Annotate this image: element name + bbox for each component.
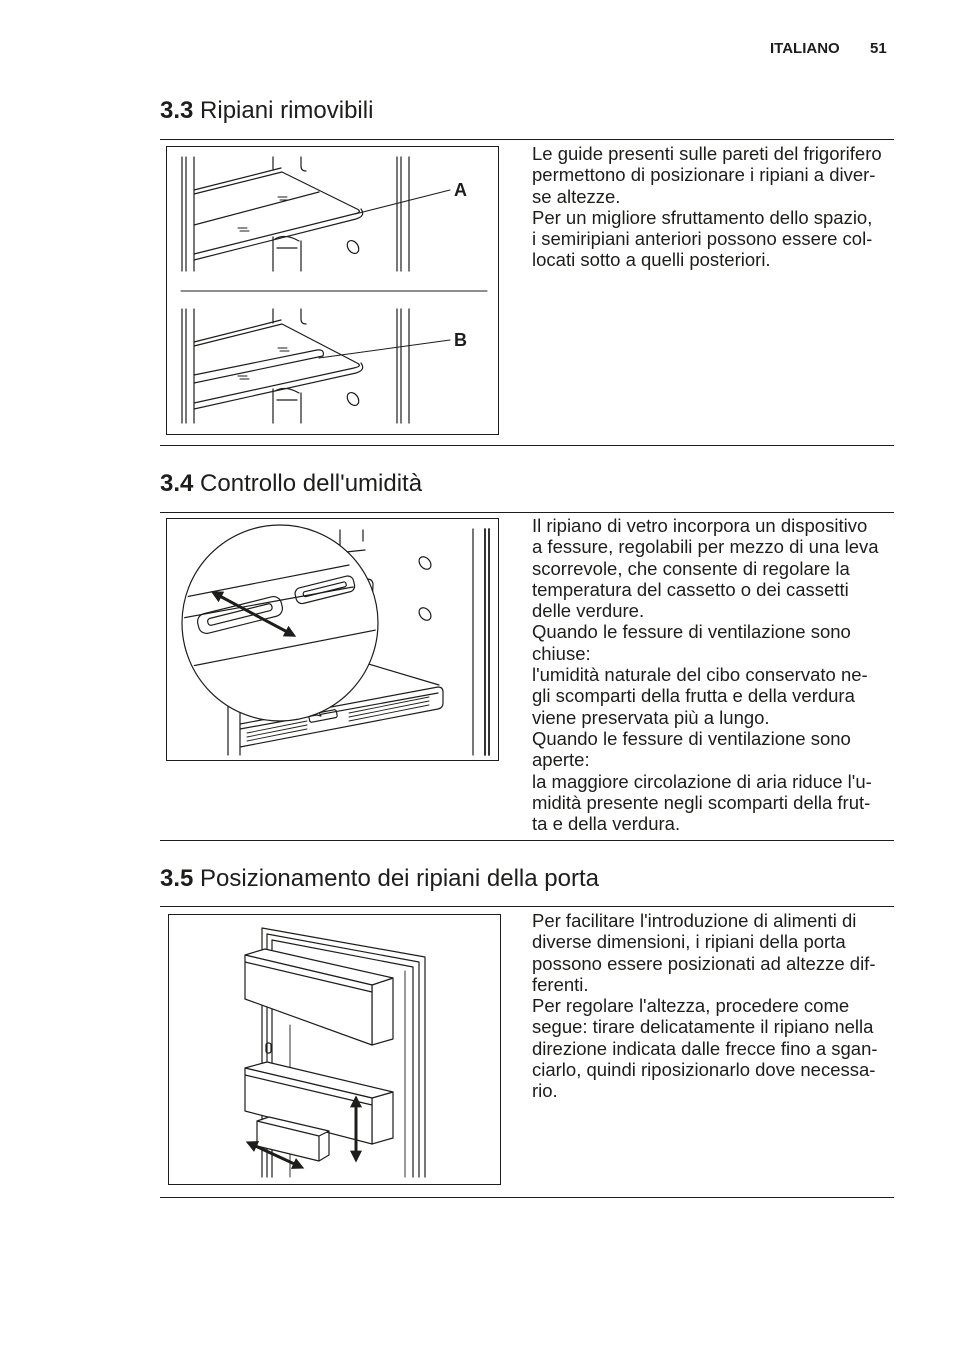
text-line: Il ripiano di vetro incorpora un dispositivo xyxy=(532,515,868,536)
figure-door-shelves xyxy=(168,914,501,1185)
lower-view xyxy=(182,309,467,423)
bin-side xyxy=(372,1092,393,1144)
text-line: Per facilitare l'introduzione di alimenti di xyxy=(532,910,857,931)
glass-shelf xyxy=(194,320,363,409)
text-line: direzione indicata dalle frecce fino a sgan- xyxy=(532,1037,878,1059)
glass-shelf xyxy=(194,168,363,260)
section-number: 3.3 xyxy=(160,97,194,124)
text-line: rio. xyxy=(532,1080,558,1102)
section-number: 3.5 xyxy=(160,865,194,892)
text-line: ta e della verdura. xyxy=(532,813,681,835)
section-title-3-3 xyxy=(160,97,373,124)
section-divider xyxy=(160,512,894,513)
leader-line-a xyxy=(355,190,450,214)
section-body-3-4 xyxy=(532,515,879,834)
section-title-text: Posizionamento dei ripiani della porta xyxy=(200,865,599,892)
section-title-3-4 xyxy=(160,470,422,497)
section-divider xyxy=(160,906,894,907)
bin-side xyxy=(372,978,393,1045)
right-wall xyxy=(397,157,409,271)
section-title-text: Ripiani rimovibili xyxy=(200,97,374,124)
text-line: delle verdure. xyxy=(532,600,645,622)
shelf-hole xyxy=(417,554,434,571)
text-line: chiuse: xyxy=(532,642,591,664)
shelf-hole xyxy=(417,605,434,622)
shelf-illustration xyxy=(167,147,498,434)
text-line: midità presente negli scomparti della frut- xyxy=(532,791,871,813)
humidity-illustration xyxy=(167,519,498,760)
text-line: se altezze. xyxy=(532,185,621,207)
text-line: locati sotto a quelli posteriori. xyxy=(532,249,771,271)
text-line: viene preservata più a lungo. xyxy=(532,706,770,728)
page-number: 51 xyxy=(870,40,887,57)
upper-view xyxy=(182,157,467,271)
text-line: ciarlo, quindi riposizionarlo dove necessa- xyxy=(532,1059,876,1081)
shelf-hole xyxy=(345,238,361,255)
left-wall xyxy=(182,309,194,423)
section-title-text: Controllo dell'umidità xyxy=(200,470,423,497)
text-line: gli scomparti della frutta e della verdura xyxy=(532,685,855,707)
text-line: a fessure, regolabili per mezzo di una leva xyxy=(532,536,879,558)
section-divider xyxy=(160,139,894,140)
figure-humidity-control xyxy=(166,518,499,761)
text-line: la maggiore circolazione di aria riduce l'u- xyxy=(532,770,872,792)
section-body-3-5 xyxy=(532,910,878,1102)
shelf-marks xyxy=(238,348,289,379)
text-line: segue: tirare delicatamente il ripiano nella xyxy=(532,1016,874,1038)
section-body-3-3 xyxy=(532,143,882,271)
text-line: Le guide presenti sulle pareti del frigorifero xyxy=(532,143,882,164)
figure-label-b: B xyxy=(454,330,467,350)
right-wall xyxy=(397,309,409,423)
text-line: Per un migliore sfruttamento dello spazio, xyxy=(532,206,873,228)
header-language: ITALIANO xyxy=(770,40,840,57)
text-line: Quando le fessure di ventilazione sono xyxy=(532,621,851,643)
section-number: 3.4 xyxy=(160,470,194,497)
shelf-support xyxy=(273,157,306,271)
text-line: Per regolare l'altezza, procedere come xyxy=(532,995,850,1017)
right-wall-edge xyxy=(485,529,489,755)
magnifier-circle xyxy=(182,525,378,721)
text-line: temperatura del cassetto o dei cassetti xyxy=(532,578,849,600)
leader-line-b xyxy=(319,340,450,358)
text-line: scorrevole, che consente di regolare la xyxy=(532,557,850,579)
section-divider xyxy=(160,840,894,841)
shelf-hole xyxy=(345,390,361,407)
text-line: l'umidità naturale del cibo conservato ne- xyxy=(532,664,868,686)
section-divider xyxy=(160,445,894,446)
text-line: diverse dimensioni, i ripiani della porta xyxy=(532,931,846,953)
text-line: permettono di posizionare i ripiani a diver- xyxy=(532,164,876,186)
text-line: possono essere posizionati ad altezze dif- xyxy=(532,952,876,974)
text-line: ferenti. xyxy=(532,973,589,995)
door-shelf-illustration xyxy=(169,915,500,1184)
figure-label-a: A xyxy=(454,180,467,200)
text-line: aperte: xyxy=(532,749,590,771)
left-wall xyxy=(182,157,194,271)
text-line: i semiripiani anteriori possono essere col- xyxy=(532,228,873,250)
section-title-3-5 xyxy=(160,865,599,892)
text-line: Quando le fessure di ventilazione sono xyxy=(532,727,851,749)
section-divider xyxy=(160,1197,894,1198)
figure-removable-shelves xyxy=(166,146,499,435)
